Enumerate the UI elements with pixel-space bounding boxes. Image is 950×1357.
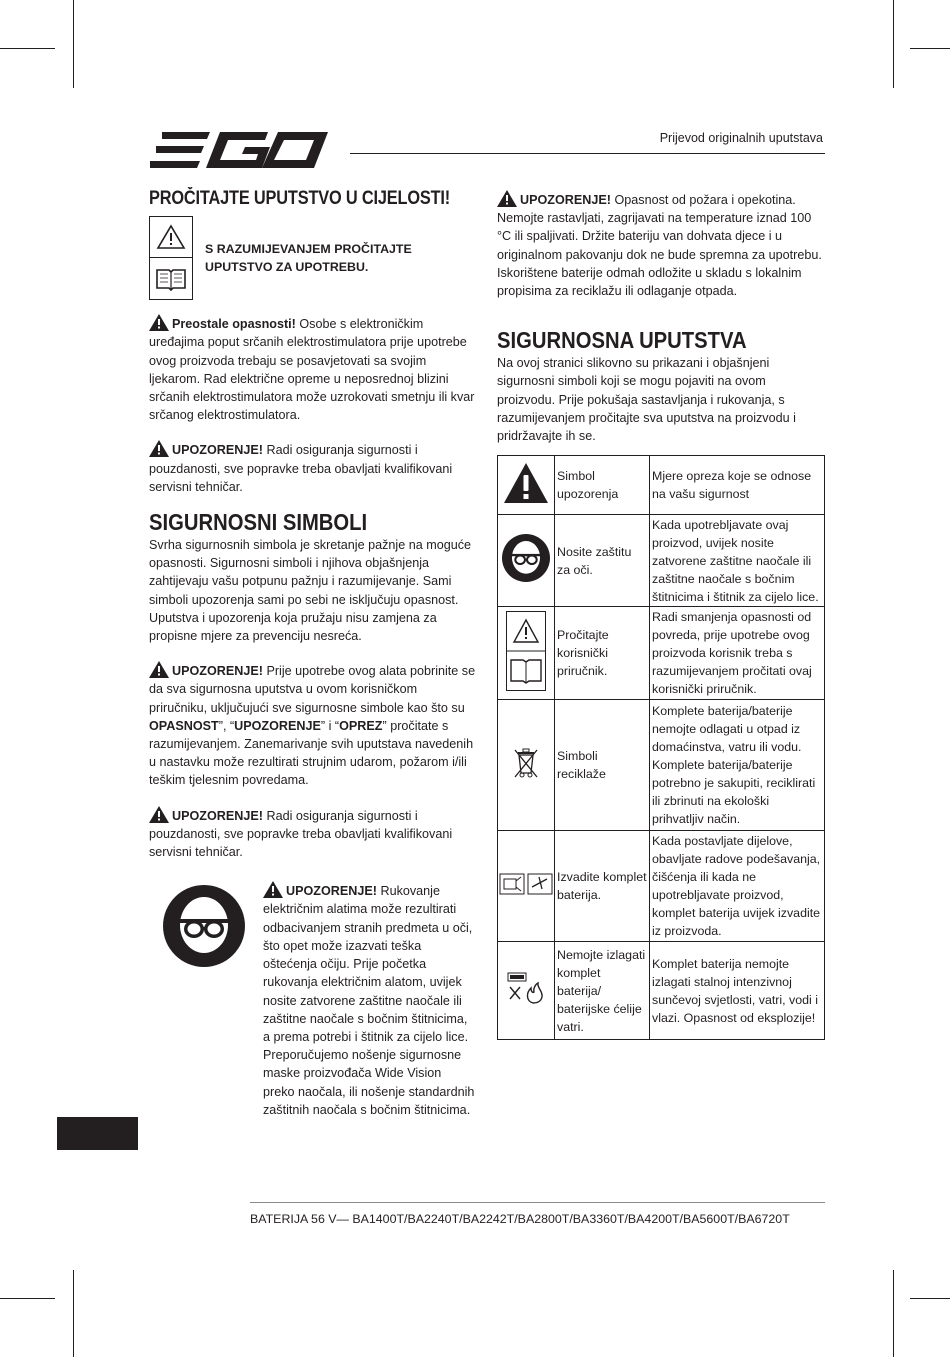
warning-text: Opasnost od požara i opekotina. Nemojte rastavljati, zagrijavati na temperature iznad 100 °C ili spaljivati. Držite bateriju van dohvata djece i u originalnom pakovanju dok ne bude spremna za upotrebu. Iskorištene baterije odmah odložite u skladu s lokalnim propisima za reciklažu ili odlaganje otpada. [497, 193, 822, 299]
warning-label: UPOZORENJE! [172, 664, 263, 679]
crop-mark [73, 1270, 74, 1357]
crop-mark [910, 48, 950, 49]
crossed-bin-icon [513, 747, 539, 779]
residual-label: Preostale opasnosti! [172, 317, 296, 332]
safety-instructions-text: Na ovoj stranici slikovno su prikazani i objašnjeni sigurnosni simboli koji se mogu pojaviti na ovom proizvodu. Prije pokušaja sastavljanja i rukovanja, s razumijevanjem pročitajte sva uputstva na proizvodu i pridržavajte ih se. [497, 356, 796, 444]
table-row [498, 831, 825, 942]
caution-word: OPREZ [339, 718, 383, 733]
table-cell-desc: Komplete baterija/baterije nemojte odlagati u otpad iz domaćinstva, vatru ili vodu. Komplete baterija/baterije potrebno je sakupiti, reciklirati ili zbrinuti na ekološki prihvatljiv način. [650, 700, 825, 831]
table-icon-cell [498, 942, 555, 1040]
header-subtitle: Prijevod originalnih uputstava [659, 131, 823, 145]
read-manual-box [149, 216, 477, 300]
warning-paragraph-3 [149, 806, 477, 862]
table-icon-cell [498, 607, 555, 700]
warning-label: UPOZORENJE! [286, 884, 377, 899]
eye-protection-icon [502, 534, 550, 582]
no-fire-battery-icon [506, 971, 546, 1005]
eye-protection-block [149, 881, 477, 1119]
warning-text-b: ” pročitate s razumijevanjem. Zanemarivanje svih uputstava navedenih u nastavku može rezultirati strujnim udarom, požarom i/ili teškim tjelesnim povredama. [149, 718, 474, 788]
warning-paragraph-4 [263, 881, 475, 1119]
warning-text: Radi osiguranja sigurnosti i pouzdanosti, sve popravke treba obavljati kvalifikovani servisni tehničar. [149, 808, 453, 860]
table-row [498, 515, 825, 607]
footer-model-list: BATERIJA 56 V— BA1400T/BA2240T/BA2242T/BA2800T/BA3360T/BA4200T/BA5600T/BA6720T [250, 1212, 790, 1226]
read-all-title: PROČITAJTE UPUTSTVO U CIJELOSTI! [149, 188, 451, 209]
table-cell-name: Pročitajte korisnički priručnik. [555, 607, 650, 700]
crop-mark [893, 1270, 894, 1357]
table-icon-cell [498, 515, 555, 607]
table-icon-cell [498, 831, 555, 942]
crop-mark [910, 1298, 950, 1299]
quote-sep: ” i “ [320, 718, 340, 733]
table-cell-desc: Kada postavljate dijelove, obavljate radove podešavanja, čišćenja ili kada ne upotrebljavate proizvod, komplet baterija uvijek izvadite iz proizvoda. [650, 831, 825, 942]
warning-text: Radi osiguranja sigurnosti i pouzdanosti, sve popravke treba obavljati kvalifikovani servisni tehničar. [149, 443, 453, 494]
warning-label: UPOZORENJE! [520, 193, 611, 207]
read-manual-icon [506, 611, 546, 691]
crop-mark [0, 48, 55, 49]
table-row [498, 700, 825, 831]
warning-text-a: Prije upotrebe ovog alata pobrinite se da sva sigurnosna uputstva u ovom korisničkom priručniku, uključujući sve sigurnosne simbole kao što su [149, 664, 476, 715]
table-icon-cell [498, 700, 555, 831]
safety-symbols-title: SIGURNOSNI SIMBOLI [149, 509, 368, 536]
warning-label: UPOZORENJE! [172, 808, 263, 823]
right-column [497, 190, 825, 1040]
symbol-table [497, 455, 825, 1040]
table-cell-name: Simboli reciklaže [555, 700, 650, 831]
residual-risk-paragraph [149, 314, 477, 424]
table-cell-name: Nosite zaštitu za oči. [555, 515, 650, 607]
crop-mark [0, 1298, 55, 1299]
warning-icon [263, 881, 283, 898]
table-row [498, 942, 825, 1040]
left-column [149, 190, 477, 1119]
warning-text: Rukovanje električnim alatima može rezultirati odbacivanjem stranih predmeta u oči, što opet može izazvati teška oštećenja očiju. Prije početka rukovanja električnim alatom, uvijek nosite zatvorene zaštitne naočale ili zaštitne naočale s bočnim štitnicima, a prema potrebi i štitnik za cijelo lice. Preporučujemo nošenje sigurnosne maske proizvođača Wide Vision preko naočala, ili nošenje standardnih zaštitnih naočala s bočnim štitnicima. [263, 884, 475, 1117]
table-cell-name: Simbol upozorenja [555, 456, 650, 515]
read-manual-text: S RAZUMIJEVANJEM PROČITAJTE UPUTSTVO ZA UPOTREBU. [205, 242, 412, 275]
warning-paragraph-2 [149, 661, 477, 789]
table-cell-desc: Kada upotrebljavate ovaj proizvod, uvijek nosite zatvorene zaštitne naočale ili zaštitne naočale s bočnim štitnicima i štitnik za cijelo lice. [650, 515, 825, 607]
table-cell-desc: Radi smanjenja opasnosti od povreda, prije upotrebe ovog proizvoda korisnik treba s razumijevanjem pročitati ovaj korisnički priručnik. [650, 607, 825, 700]
safety-symbols-text: Svrha sigurnosnih simbola je skretanje pažnje na moguće opasnosti. Sigurnosni simboli i njihova objašnjenja zahtijevaju vašu potpunu pažnju i razumijevanje. Sami simboli upozorenja sami po sebi ne isključuju opasnost. Uputstva i upozorenja koja pružaju nisu zamjena za propisne mjere za prevenciju nesreća. [149, 538, 472, 644]
crop-mark [73, 0, 74, 88]
quote-sep: ”, “ [218, 718, 235, 733]
residual-text: Osobe s elektroničkim uređajima poput srčanih elektrostimulatora prije upotrebe ovog proizvoda trebaju se posavjetovati sa svojim ljekarom. Rad električne opreme u neposrednoj blizini srčanih elektrostimulatora može uzrokovati smetnju ili kvar srčanog elektrostimulatora. [149, 317, 475, 423]
table-cell-desc: Mjere opreza koje se odnose na vašu sigurnost [650, 456, 825, 515]
fire-warning-paragraph [497, 190, 825, 300]
ego-logo [148, 132, 330, 172]
crop-mark [893, 0, 894, 88]
table-cell-name: Nemojte izlagati komplet baterija/ baterijske ćelije vatri. [555, 942, 650, 1040]
warning-icon [149, 806, 169, 823]
warning-icon [497, 190, 517, 207]
read-manual-icon [149, 216, 193, 300]
table-row [498, 607, 825, 700]
warning-icon [149, 314, 169, 331]
warning-icon [149, 661, 169, 678]
header-rule [350, 153, 825, 154]
warning-word: UPOZORENJE [234, 718, 321, 733]
table-row [498, 456, 825, 515]
danger-word: OPASNOST [149, 718, 219, 733]
safety-instructions-title: SIGURNOSNA UPUTSTVA [497, 327, 747, 354]
footer-rule [250, 1202, 825, 1203]
page-tab-marker [57, 1117, 138, 1150]
table-cell-name: Izvadite komplet baterija. [555, 831, 650, 942]
warning-paragraph-1 [149, 440, 477, 496]
remove-battery-icon [499, 871, 553, 897]
table-cell-desc: Komplet baterija nemojte izlagati stalnoj intenzivnoj sunčevoj svjetlosti, vatri, vodi i vlazi. Opasnost od eksplozije! [650, 942, 825, 1040]
eye-protection-icon [163, 885, 245, 967]
warning-triangle-icon [503, 462, 549, 504]
table-icon-cell [498, 456, 555, 515]
warning-icon [149, 440, 169, 457]
warning-label: UPOZORENJE! [172, 443, 263, 458]
